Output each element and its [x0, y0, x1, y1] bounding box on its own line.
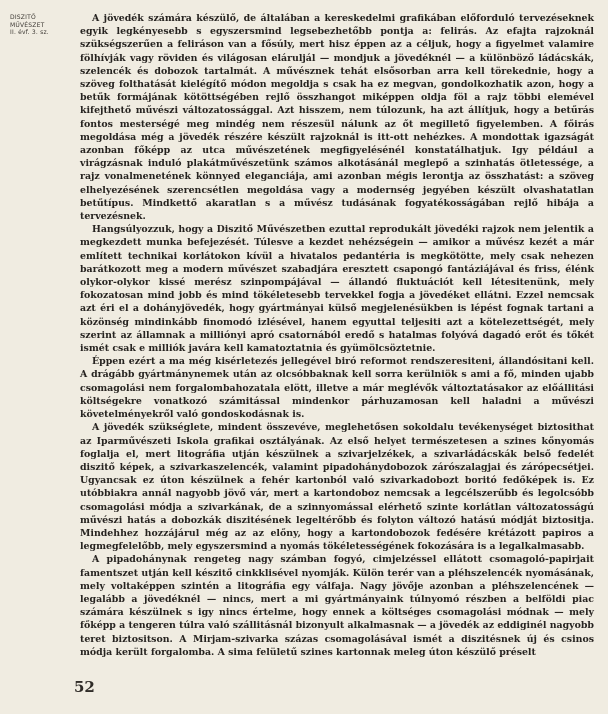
page-number: 52	[74, 678, 95, 696]
journal-title-line1: DISZITŐ	[10, 14, 36, 21]
paragraph: A jövedék szükséglete, mindent összevéve, meglehetősen sokoldalu tevékenységet biztosithat az Iparművészeti Iskola grafikai osztályának. Az első helyet természetesen a szines kőnyomás foglalja el, mert litográfia utján készülnek a szivarjelzékek, a szivarládácskák belső fedelét diszitő képek, a szivarkaszelencék, valamint pipadohánydobozok zárószalagjai és zárópecsétjei. Ugyancsak ez úton készülnek a fehér kartonból való szivarkadobozt boritó fedőképek is. Ez utóbbiakra annál nagyobb jövő vár, mert a kartondoboz nemcsak a legcélszerűbb és legolcsóbb csomagolási módja a szivarkának, de a szinnyomással elérhető szinte korlátlan változatosságú művészi hatás a dobozkák diszitésének legeltérőbb és folyton változó hatású módját biztositja. Mindehhez hozzájárul még az az előny, hogy a kartondobozok fedésére krétázott papiros a legmegfelelőbb, mely egyszersmind a nyomás tökéletességének fokozására is a legalkalmasabb.	[80, 422, 594, 553]
running-header	[10, 14, 68, 37]
paragraph: A jövedék számára készülő, de általában a kereskedelmi grafikában előforduló tervezéseknek egyik legkényesebb s egyszersmind legsebezhetőbb pontja a: felirás. Az efajta rajzoknál szükségszerűen a feliráson van a fősúly, mert hisz éppen az a céljuk, hogy a figyelmet valamire fölhívják vagy röviden és világosan eláruljál — mondjuk a jövedéknél — a különböző ládácskák, szelencék és dobozok tartalmát. A művésznek tehát elsősorban arra kell törekednie, hogy a szöveg folthatását kielégítő módon megoldja s csak ha ez megvan, gondolkozhatik azon, hogy a betűk formájának kötöttségében rejlő összhangot miképpen oldja föl a rajz többi elemével kifejthető művészi változatossággal. Azt hisszem, nem túlozunk, ha azt állítjuk, hogy a betűrás fontos mesterségé meg mindég nem részesül nálunk az őt megillető figyelemben. A főirás megoldása még a jövedék részére készült rajzoknál is itt-ott nehézkes. A mondottak igazságát azonban főképp az utca művészetének megfigyelésénél konstatálhatjuk. Igy például a virágzásnak induló plakátművészetünk számos alkotásánál meglepő a szinhatás ötletessége, a rajz vonalmenetének könnyed eleganciája, ami azonban mégis lerontja az összhatást: a szöveg elhelyezésének szerencsétlen megoldása vagy a modernség jegyében készült olvashatatlan betűtípus. Mindkettő akaratlan s a művész tudásának fogyatékosságában rejlő hibája a tervezésnek.	[80, 13, 594, 223]
journal-title-line2: MŰVÉSZET	[10, 21, 45, 29]
paragraph: A pipadohánynak rengeteg nagy számban fogyó, cimjelzéssel ellátott csomagoló-papirjait famentszet utján kell készitő cinkklisével nyomják. Külön terér van a pléhszelencék nyomásának, mely voltaképpen szintén a litográfia egy válfaja. Nagy jövője azonban a pléhszelencének — legalább a jövedéknél — nincs, mert a mi gyártmányaink túlnyomó részben a belföldi piac számára készülnek s igy nincs értelme, hogy ennek a költséges csomagolási módnak — mely főképp a tengeren túlra való szállitásnál bizonyult alkalmasnak — a jövedék az eddiginél nagyobb teret biztositson. A Mirjam-szivarka százas csomagolásával ismét a diszitésnek új és csinos módja került forgalomba. A sima felületű szines kartonnak meleg úton készülő préselt	[80, 554, 594, 658]
article-body	[80, 12, 594, 659]
paragraph: Éppen ezért a ma még kisérletezés jellegével biró reformot rendszeresiteni, állandósitani kell. A drágább gyártmánynemek után az olcsóbbaknak kell sorra kerülniök s ami a fő, minden ujabb csomagolási nem forgalombahozatala elött, illetve a már meglévők változtatásakor az előállitási költségekre vonatkozó számitással mindenkor párhuzamosan kell haladni a művészi követelményekről való gondoskodásnak is.	[80, 356, 594, 421]
paragraph: Hangsúlyozzuk, hogy a Diszitő Művészetben ezuttal reprodukált jövedéki rajzok nem jelentik a megkezdett munka befejezését. Túlesve a kezdet nehézségein — amikor a művész kezét a már említett technikai korlátokon kívül a hivatalos pedantéria is megkötötte, mely csak nehezen barátkozott meg a modern művészet szabadjára eresztett csapongó fantáziájával és friss, élénk olykor-olykor kissé merész szinpompájával — állandó fluktuációt kell létesitenünk, mely fokozatosan mind jobb és mind tökéletesebb tervekkel fogja a jövedéket ellátni. Ezzel nemcsak azt éri el a dohányjövedék, hogy gyártmányai külső megjelenésükben is lépést fognak tartani a közönség mindinkább finomodó izlésével, hanem egyuttal teljesiti azt a kötelezettségét, mely szerint az államnak a milliónyi apró csatornából eredő s hatalmas folyóvá dagadó erőt és tőkét ismét csak e milliók javára kell kamatoztatnia és gyümölcsöztetnie.	[80, 224, 594, 355]
journal-issue: II. évf. 3. sz.	[10, 29, 49, 36]
